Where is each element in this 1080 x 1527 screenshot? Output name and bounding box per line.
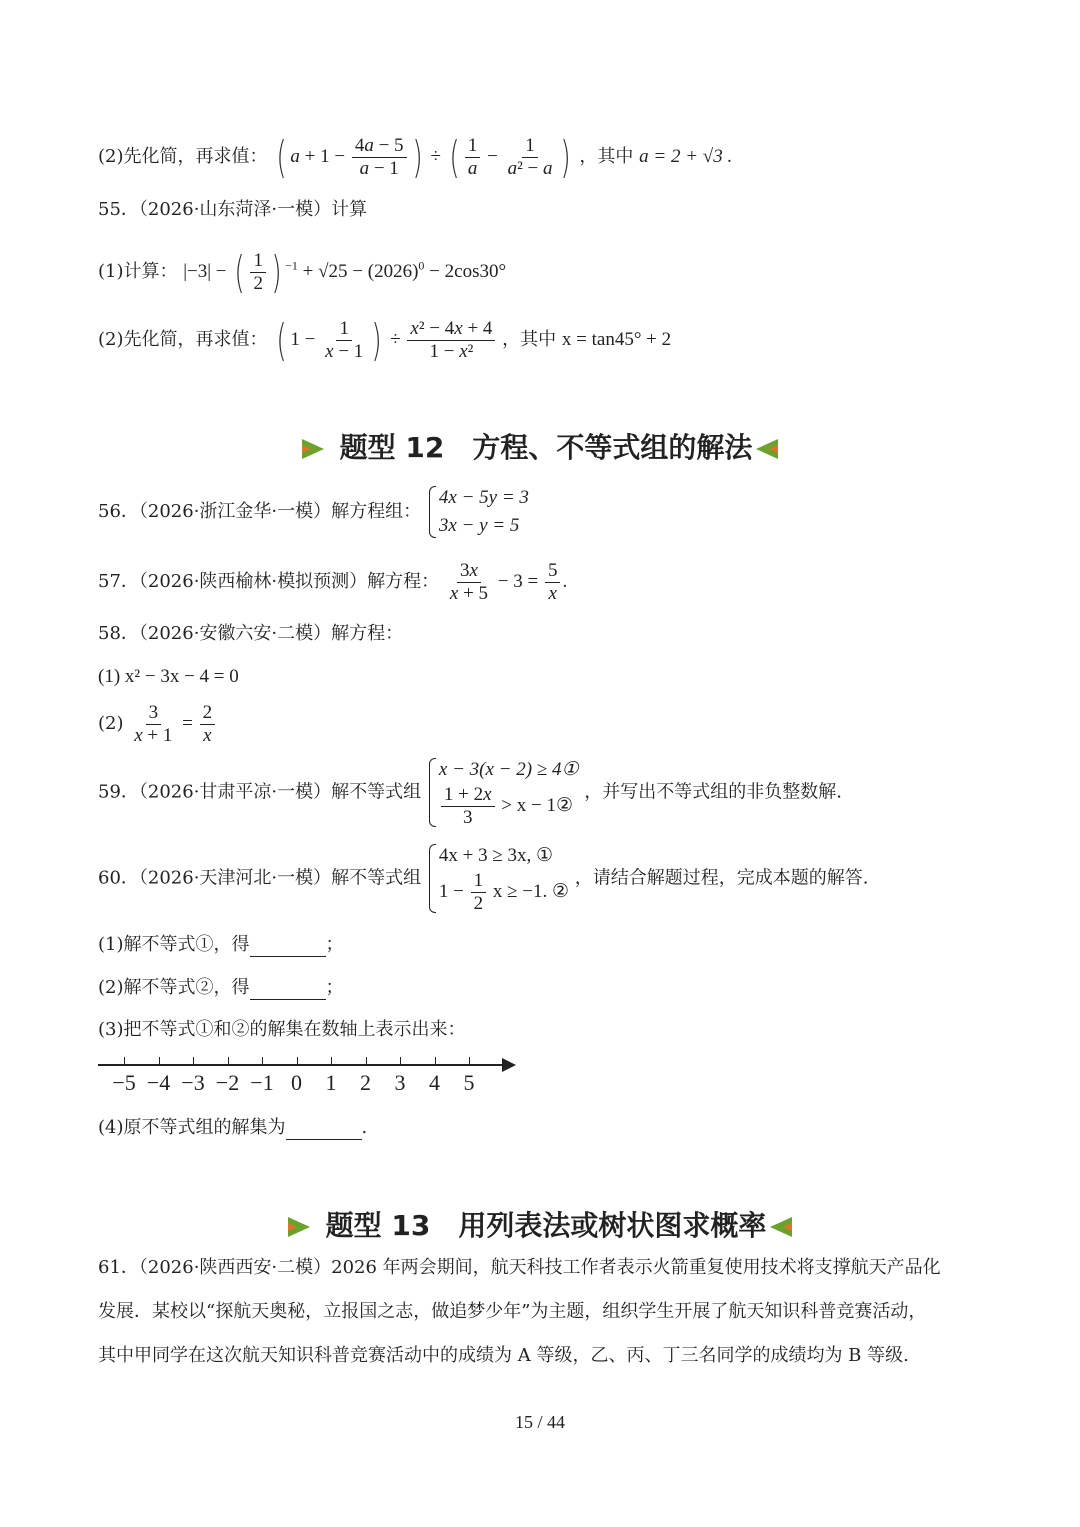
number-line-tick xyxy=(159,1057,160,1065)
q55-part1: (1)计算： |−3| − ( $\frac{1}{2}$ ) $^{-1} + √25 - (2026)^0 - 2\cos 30^\circ$ xyxy=(98,246,507,298)
q57-equation: $\frac{3x}{x + 5}$ − 3 = $\frac{5}{x}$ . xyxy=(449,560,568,604)
q58-part1: (1) x² − 3x − 4 = 0 xyxy=(98,666,239,687)
answer-blank[interactable] xyxy=(250,938,326,957)
q61: 61．（2026·陕西西安·二模）2026 年两会期间，航天科技工作者表示火箭重复使用技术将支撑航天产品化 发展．某校以“探航天奥秘，立报国之志，做追梦少年”为主题，组织学生开展了航天知识科普竞赛活动， 其中甲同学在这次航天知识科普竞赛活动中的成绩为 A 等级，乙、丙、丁三名同学的成绩均为 B 等级. xyxy=(98,1257,941,1366)
number-line-tick xyxy=(193,1057,194,1065)
number-line-label: 3 xyxy=(394,1070,406,1095)
q60-system: 4x + 3 ≥ 3x, ① 1 − $\frac{1}{2}$ x ≥ −1. ② xyxy=(427,842,569,915)
q54-expression: ( a + 1 − $\frac{4a - 5}{a - 1}$ ) ÷ ( $\frac{1}{a}$ − $\frac{1}{\text{a² − a}}$ ) xyxy=(276,131,572,183)
number-line-tick xyxy=(262,1057,263,1065)
q56: 56．（2026·浙江金华·一模）解方程组： 4x − 5y = 3 3x − y = 5 xyxy=(98,484,529,540)
answer-blank[interactable] xyxy=(286,1121,362,1140)
number-line-tick xyxy=(331,1057,332,1065)
left-arrow-icon xyxy=(756,439,778,459)
number-line-tick xyxy=(297,1057,298,1065)
number-line-tick xyxy=(400,1057,401,1065)
number-line-label: 5 xyxy=(463,1070,475,1095)
q60-step2: (2)解不等式②，得 ； xyxy=(98,977,344,998)
q60-step4: (4)原不等式组的解集为 . xyxy=(98,1117,368,1138)
number-line-label: 2 xyxy=(360,1070,371,1095)
q58-part2: (2) $\frac{3}{x + 1}$ = $\frac{2}{x}$ xyxy=(98,702,217,747)
q55-part1-expression: |−3| − ( $\frac{1}{2}$ ) $^{-1} + √25 - (2026)^0 - 2\cos 30^\circ$ xyxy=(183,246,507,298)
number-line-label: −1 xyxy=(250,1070,274,1095)
number-line-label: −4 xyxy=(146,1070,171,1095)
page-number: 15 / 44 xyxy=(514,1412,565,1432)
q57: 57．（2026·陕西榆林·模拟预测）解方程： $\frac{3x}{x + 5}$ − 3 = $\frac{5}{x}$ . xyxy=(98,560,568,604)
arrow-right-icon xyxy=(502,1058,516,1072)
number-line-tick xyxy=(435,1057,436,1065)
section-12-title: 题型 12 方程、不等式组的解法 xyxy=(0,426,1080,466)
right-arrow-icon xyxy=(288,1217,310,1237)
q54-part2: (2)先化简，再求值： ( a + 1 − $\frac{4a - 5}{a - 1}$ ) ÷ ( $\frac{1}{a}$ − $\frac{1}{\text{a² − a}}$ ) ，其中 a = 2 + √3 . xyxy=(98,131,733,183)
answer-blank[interactable] xyxy=(250,981,326,1000)
number-line-label: 1 xyxy=(325,1070,337,1095)
q59: 59．（2026·甘肃平凉·一模）解不等式组 x − 3(x − 2) ≥ 4① $\frac{1 + 2x}{3}$ > x − 1② ，并写出不等式组的非负整数解. xyxy=(98,756,842,829)
q56-system: 4x − 5y = 3 3x − y = 5 xyxy=(427,484,529,540)
right-arrow-icon xyxy=(302,439,324,459)
number-line-tick xyxy=(366,1057,367,1065)
q60-step3: (3)把不等式①和②的解集在数轴上表示出来： xyxy=(98,1019,466,1040)
q58-part2-equation: $\frac{3}{x + 1}$ = $\frac{2}{x}$ xyxy=(129,713,217,734)
q60: 60．（2026·天津河北·一模）解不等式组 4x + 3 ≥ 3x, ① 1 − $\frac{1}{2}$ x ≥ −1. ② ，请结合解题过程，完成本题的解答. xyxy=(98,842,869,915)
q55-part2-expression: ( 1 − $\frac{1}{x - 1}$ ) ÷ $\frac{\text{x² − 4x + 4}}{\text{1 − x²}}$ xyxy=(273,329,502,350)
q58-header: 58．（2026·安徽六安·二模）解方程： xyxy=(98,623,404,644)
number-line-label: 0 xyxy=(291,1070,302,1095)
q55-header: 55．（2026·山东菏泽·一模）计算 xyxy=(98,199,368,220)
number-line-label: −5 xyxy=(112,1070,136,1095)
q60-step1: (1)解不等式①，得 ； xyxy=(98,934,344,955)
left-arrow-icon xyxy=(770,1217,792,1237)
number-line xyxy=(98,1052,518,1096)
number-line-tick xyxy=(469,1057,470,1065)
q59-system: x − 3(x − 2) ≥ 4① $\frac{1 + 2x}{3}$ > x − 1② xyxy=(427,756,579,829)
number-line-label: 4 xyxy=(429,1070,440,1095)
number-line-tick xyxy=(124,1057,125,1065)
number-line-label: −2 xyxy=(215,1070,240,1095)
q55-part2: (2)先化简，再求值： ( 1 − $\frac{1}{x - 1}$ ) ÷ $\frac{\text{x² − 4x + 4}}{\text{1 − x²}}$ ，其中 x = tan45° + 2 xyxy=(98,314,672,366)
number-line-tick xyxy=(228,1057,229,1065)
section-13-title: 题型 13 用列表法或树状图求概率 xyxy=(0,1204,1080,1244)
number-line-label: −3 xyxy=(181,1070,205,1095)
